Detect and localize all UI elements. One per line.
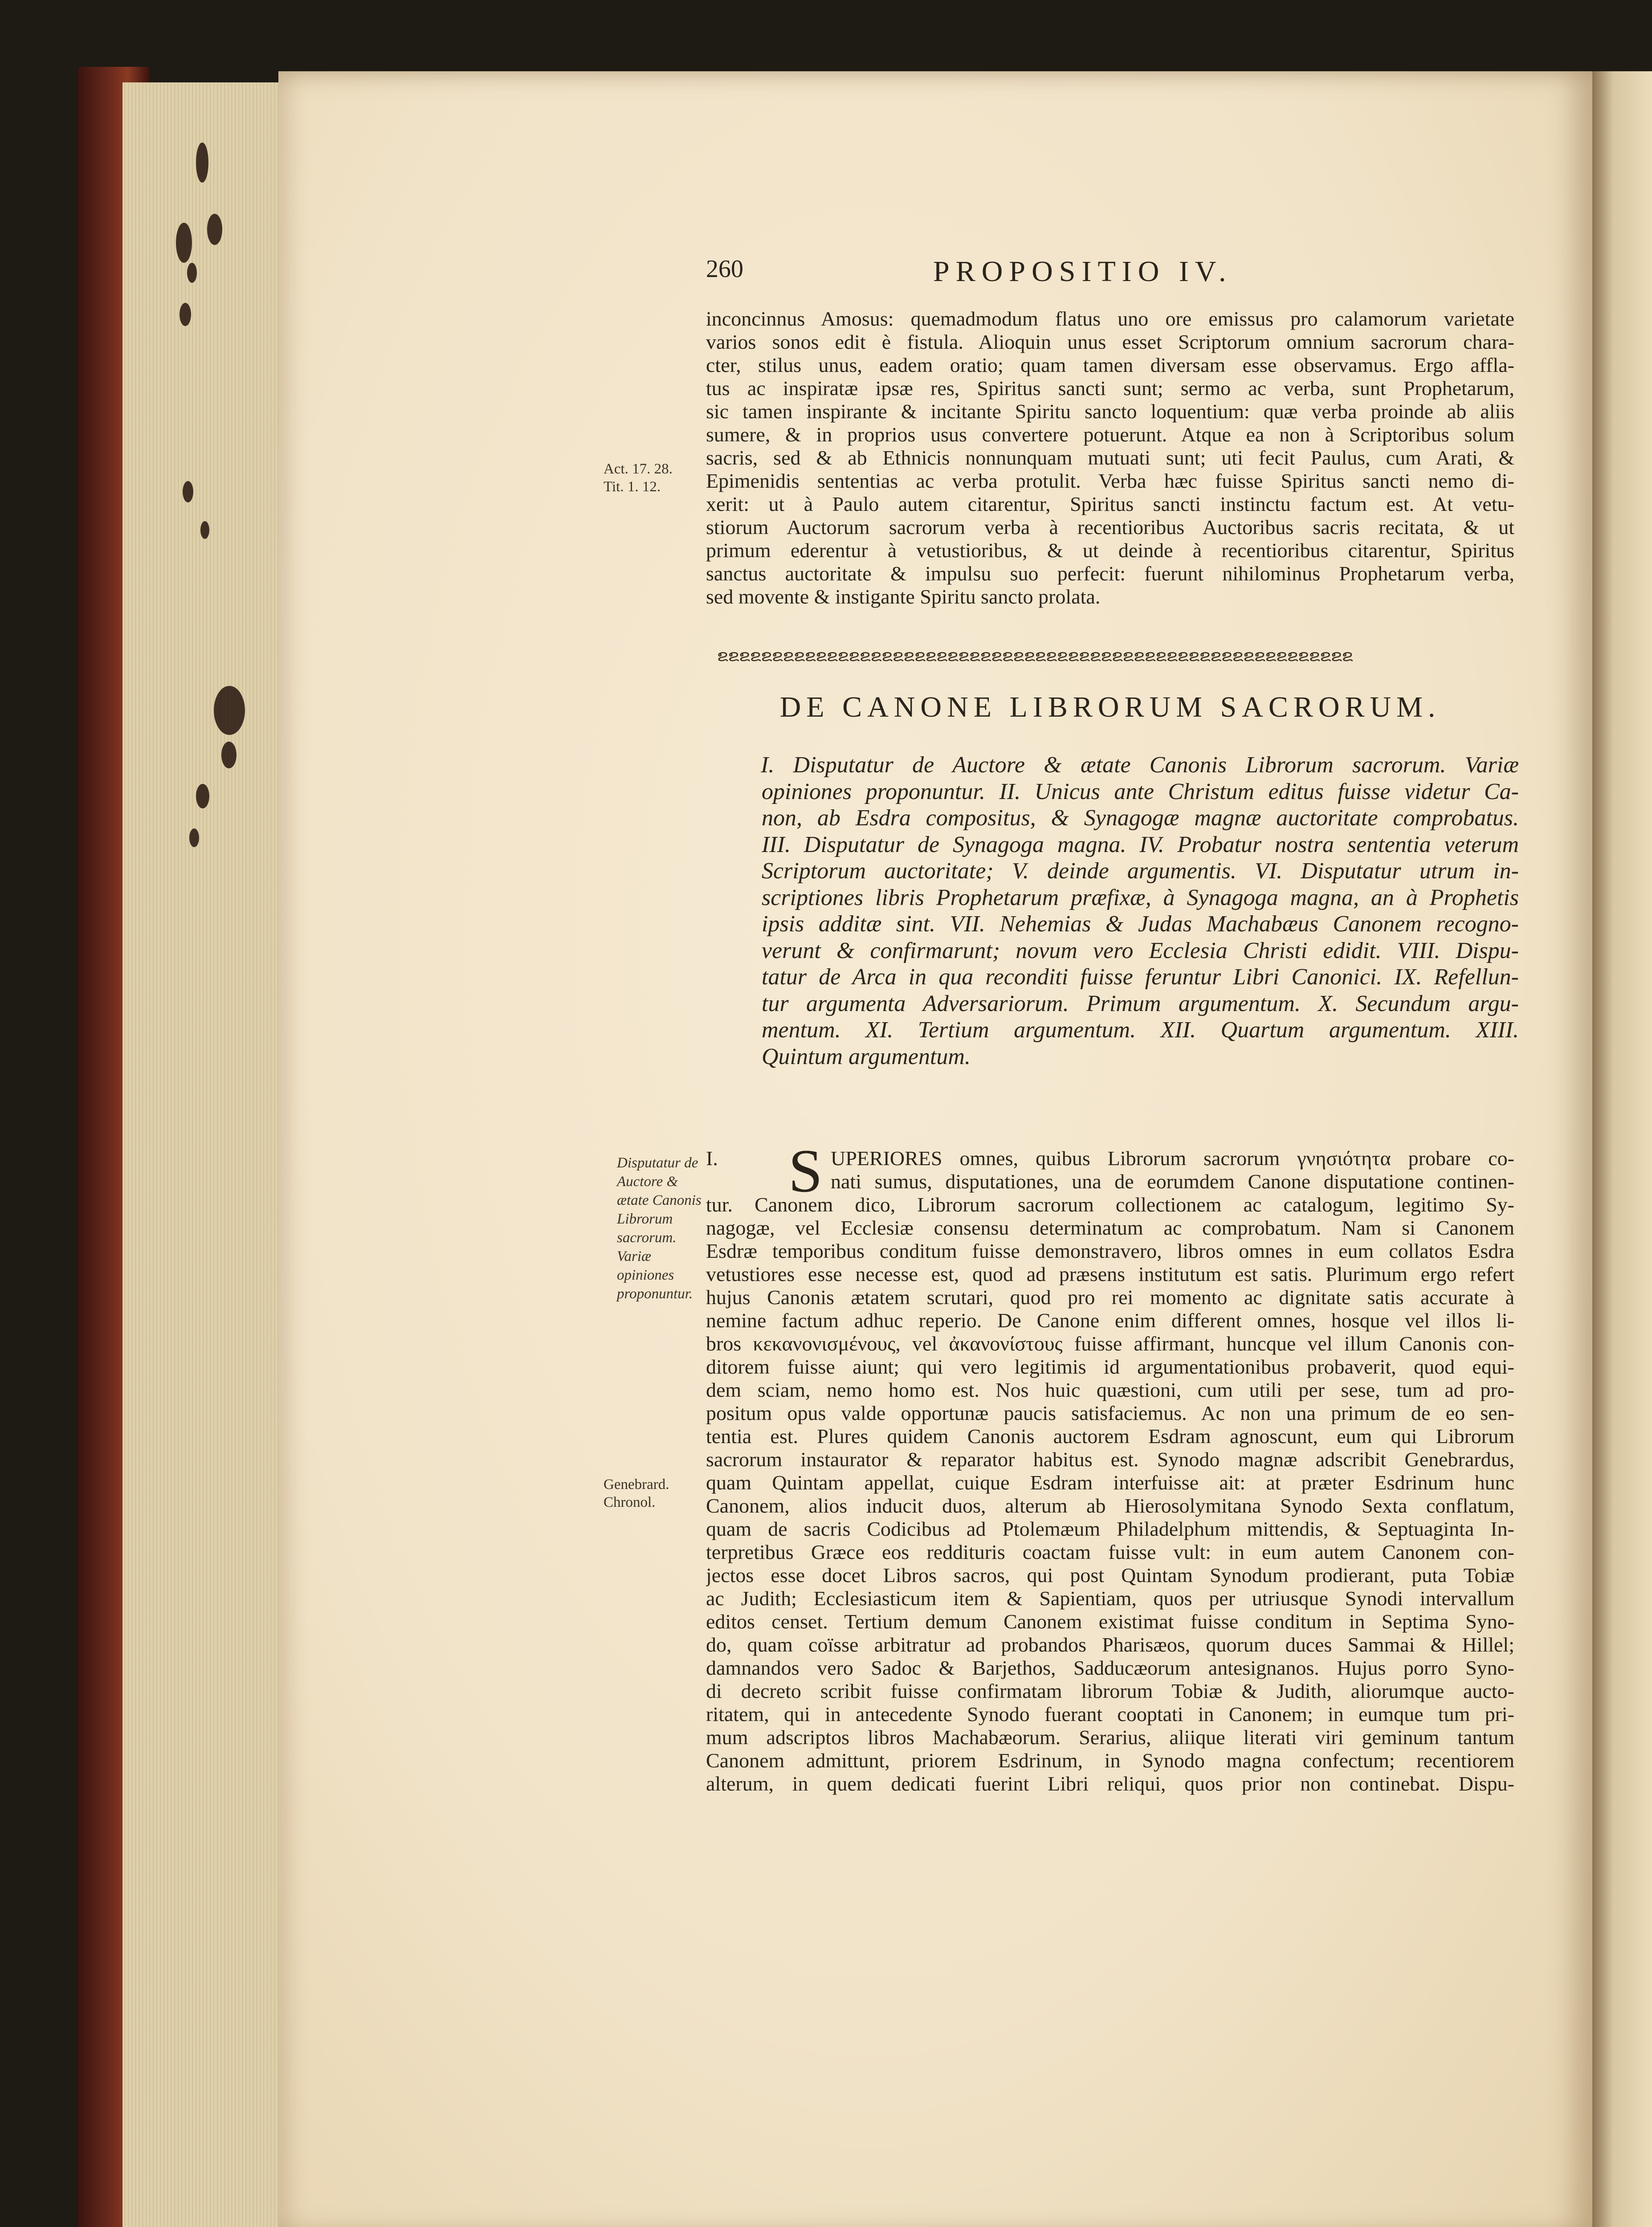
page-stack-edge (122, 82, 284, 2227)
text-line: stiorum Auctorum sacrorum verba à recentioribus Auctoribus sacris recitata, & ut (706, 516, 1514, 538)
text-line: positum opus valde opportunæ paucis satisfaciemus. Ac non una primum de eo sen- (706, 1402, 1514, 1424)
ink-stain (214, 686, 245, 735)
text-line: bros κεκανονισμένους, vel ἀκανονίστους fuisse affirmant, huncque vel illum Canonis con- (706, 1332, 1514, 1355)
ink-stain (176, 223, 192, 263)
text-line: editos censet. Tertium demum Canonem existimat fuisse conditum in Septima Syno- (706, 1610, 1514, 1633)
summary-line: mentum. XI. Tertium argumentum. XII. Quartum argumentum. XIII. (762, 1017, 1519, 1043)
summary-line: scriptiones libris Prophetarum præfixæ, à Synagoga magna, an à Prophetis (762, 885, 1519, 910)
text-line: ritatem, qui in antecedente Synodo fuerant cooptati in Canonem; in eumque tum pri- (706, 1703, 1514, 1725)
text-line: tentia est. Plures quidem Canonis auctorem Esdram agnoscunt, eum qui Librorum (706, 1425, 1514, 1448)
ink-stain (189, 828, 199, 847)
ink-stain (196, 143, 208, 183)
text-line: nagogæ, vel Ecclesiæ consensu determinatum ac comprobatum. Nam si Canonem (706, 1216, 1514, 1239)
summary-line: I. Disputatur de Auctore & ætate Canonis Librorum sacrorum. Variæ (761, 752, 1519, 778)
summary-line: III. Disputatur de Synagoga magna. IV. Probatur nostra sententia veterum (762, 832, 1519, 857)
text-line: Canonem, alios inducit duos, alterum ab Hierosolymitana Synodo Sexta conflatum, (706, 1494, 1514, 1517)
margin-note-genebrard: Genebrard. (604, 1477, 669, 1493)
text-line: Epimenidis sententias ac verba protulit. Verba hæc fuisse Spiritus sancti nemo di- (706, 469, 1514, 492)
summary-line: ipsis additæ sint. VII. Nehemias & Judas Machabæus Canonem recogno- (762, 911, 1519, 937)
section-title: DE CANONE LIBRORUM SACRORUM. (779, 691, 1441, 723)
margin-note-disputatur: Disputatur de Auctore & ætate Canonis Librorum sacrorum. Variæ opiniones proponuntur. (617, 1155, 702, 1302)
text-line: damnandos vero Sadoc & Barjethos, Sadducæorum antesignanos. Hujus porro Syno- (706, 1656, 1514, 1679)
summary-line: verunt & confirmarunt; novum vero Ecclesia Christi edidit. VIII. Dispu- (762, 938, 1519, 963)
text-line: sanctus auctoritate & impulsu suo perfecit: fuerunt nihilominus Prophetarum verba, (706, 562, 1514, 585)
ink-stain (221, 742, 237, 768)
summary-line: tur argumenta Adversariorum. Primum argumentum. X. Secundum argu- (762, 991, 1519, 1016)
text-line: quam Quintam appellat, cuique Esdram interfuisse ait: at præter Esdrinum hunc (706, 1471, 1514, 1494)
summary-line: Quintum argumentum. (762, 1044, 971, 1069)
text-line: xerit: ut à Paulo autem citarentur, Spiritus sancti instinctu factum est. At vetu- (706, 493, 1514, 515)
text-line: cter, stilus unus, eadem oratio; quam tamen diversam esse observamus. Ergo affla- (706, 354, 1514, 376)
text-line: primum ederentur à vetustioribus, & ut deinde à recentioribus citarentur, Spiritus (706, 539, 1514, 562)
text-line: ac Judith; Ecclesiasticum item & Sapientiam, quos per utriusque Synodi intervallum (706, 1587, 1514, 1610)
margin-note-chronol: Chronol. (604, 1494, 656, 1510)
text-line: UPERIORES omnes, quibus Librorum sacrorum γνησιότητα probare co- (831, 1147, 1514, 1170)
chapter-summary (762, 752, 1519, 1070)
margin-note-titus: Tit. 1. 12. (604, 479, 661, 495)
ornamental-divider: ຂຂຂຂຂຂຂຂຂຂຂຂຂຂຂຂຂຂຂຂຂຂຂຂຂຂຂຂຂຂຂຂຂຂຂຂຂຂຂຂຂຂຂຂຂຂຂຂຂຂຂຂຂຂຂຂຂຂ (717, 647, 1353, 665)
ink-stain (183, 481, 193, 502)
page-number: 260 (706, 255, 743, 283)
top-text-block (706, 307, 1514, 608)
text-line: tus ac inspiratæ ipsæ res, Spiritus sancti sunt; sermo ac verba, sunt Prophetarum, (706, 377, 1514, 400)
margin-note-acts: Act. 17. 28. (604, 461, 673, 477)
body-text-block (706, 1193, 1514, 1795)
ink-stain (196, 784, 209, 808)
text-line: Canonem admittunt, priorem Esdrinum, in Synodo magna confectum; recentiorem (706, 1749, 1514, 1772)
text-line: quam de sacris Codicibus ad Ptolemæum Philadelphum mittendis, & Septuaginta In- (706, 1517, 1514, 1540)
text-line: sumere, & in proprios usus convertere potuerunt. Atque ea non à Scriptoribus solum (706, 423, 1514, 446)
text-line: di decreto scribit fuisse confirmatam librorum Tobiæ & Judith, aliorumque aucto- (706, 1680, 1514, 1702)
text-line: nati sumus, disputationes, una de eorumdem Canone disputatione continen- (831, 1170, 1514, 1193)
text-line: alterum, in quem dedicati fuerint Libri reliqui, quos prior non continebat. Dispu- (706, 1772, 1514, 1795)
header-title: PROPOSITIO IV. (933, 255, 1232, 288)
text-line: sacris, sed & ab Ethnicis nonnunquam mutuati sunt; uti fecit Paulus, cum Arati, & (706, 446, 1514, 469)
ink-stain (207, 214, 222, 245)
text-line: sacrorum instaurator & reparator habitus est. Synodo magnæ adscribit Genebrardus, (706, 1448, 1514, 1471)
body-lines-indented (831, 1147, 1514, 1193)
text-line: tur. Canonem dico, Librorum sacrorum collectionem ac catalogum, legitimo Sy- (706, 1193, 1514, 1216)
text-line: vetustiores esse necesse est, quod ad præsens institutum est satis. Plurimum ergo refert (706, 1263, 1514, 1285)
text-line: sic tamen inspirante & incitante Spiritu sancto loquentium: quæ verba proinde ab aliis (706, 400, 1514, 423)
text-line: mum adscriptos libros Machabæorum. Serarius, aliique literati viri geminum tantum (706, 1726, 1514, 1749)
text-line: hujus Canonis ætatem scrutari, quod pro rei momento ac dignitate satis accurate à (706, 1286, 1514, 1309)
text-line: jectos esse docet Libros sacros, qui post Quintam Synodum prodierant, puta Tobiæ (706, 1564, 1514, 1587)
summary-line: Scriptorum auctoritate; V. deinde argumentis. VI. Disputatur utrum in- (762, 858, 1519, 884)
text-line: terpretibus Græce eos reddituris coactam fuisse vult: in eum autem Canonem con- (706, 1541, 1514, 1563)
ink-stain (200, 521, 209, 539)
text-line: dem sciam, nemo homo est. Nos huic quæstioni, cum utili per sese, tum ad pro- (706, 1379, 1514, 1401)
summary-line: non, ab Esdra compositus, & Synagogæ magnæ auctoritate comprobatus. (762, 805, 1519, 831)
text-line: nemine factum adhuc reperio. De Canone enim different omnes, hosque vel illos li- (706, 1309, 1514, 1332)
summary-line: opiniones proponuntur. II. Unicus ante Christum editus fuisse videtur Ca- (762, 779, 1519, 804)
summary-line: tatur de Arca in qua reconditi fuisse feruntur Libri Canonici. IX. Refellun- (762, 964, 1519, 990)
text-line: ditorem fuisse aiunt; qui vero legitimis id argumentationibus probaverit, quod equi- (706, 1355, 1514, 1378)
ink-stain (179, 303, 191, 326)
running-header (706, 255, 1528, 290)
text-line: Esdræ temporibus conditum fuisse demonstravero, libros omnes in eum collatos Esdra (706, 1240, 1514, 1262)
section-number: I. (706, 1147, 718, 1170)
text-line: varios sonos edit è fistula. Alioquin unus esset Scriptorum omnium sacrorum chara- (706, 330, 1514, 353)
drop-cap: S (788, 1137, 823, 1205)
facing-page-edge (1592, 71, 1652, 2227)
text-line: sed movente & instigante Spiritu sancto prolata. (706, 585, 1101, 608)
text-line: inconcinnus Amosus: quemadmodum flatus uno ore emissus pro calamorum varietate (706, 307, 1514, 330)
ink-stain (187, 263, 197, 283)
text-line: do, quam coïsse arbitratur ad probandos Pharisæos, quorum duces Sammai & Hillel; (706, 1633, 1514, 1656)
